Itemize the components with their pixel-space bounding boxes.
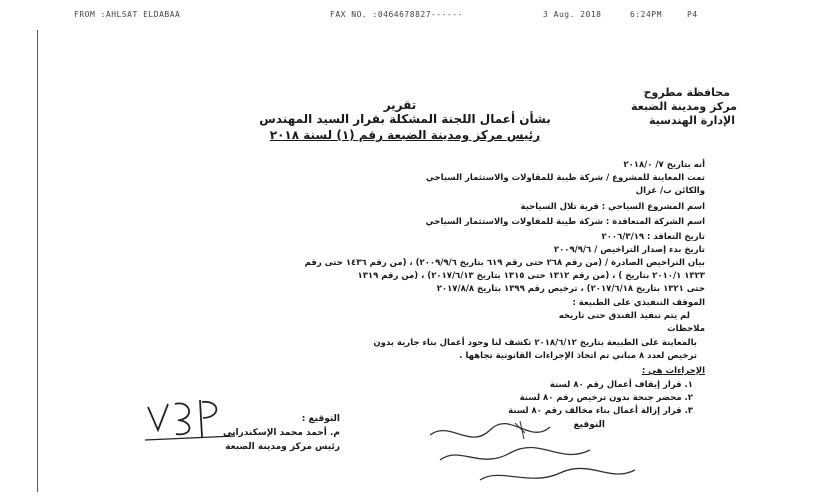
signature-label-left: التوقيع : <box>301 414 340 424</box>
report-title-line2: رئيس مركز ومدينة الضبعة رقم (١) لسنة ٢٠١٨ <box>269 128 541 142</box>
licenses-line-2: ١٣٢٣ ٢٠١٠/١ بتاريخ ) ، (من رقم ١٣١٢ حتى ١٣١٥ بتاريخ ٢٠١٧/٦/١٣) ، (من رقم ١٣١٩ <box>357 271 705 281</box>
org-governorate: محافظة مطروح <box>643 86 730 99</box>
report-heading: تقرير <box>383 98 417 112</box>
actions-title: الإجراءات هي : <box>641 366 705 376</box>
fax-number: FAX NO. :0464678827------ <box>330 10 463 19</box>
note-line-2: ترخيص لعدد ٨ مباني تم اتخاذ الإجراءات القانونية تجاهها . <box>459 351 697 361</box>
org-department: الإدارة الهندسية <box>648 114 735 127</box>
chairman-title: رئيس مركز ومدينة الضبعة <box>225 442 340 452</box>
report-title-line1: بشأن أعمال اللجنة المشكلة بقرار السيد المهندس <box>259 112 551 126</box>
committee-signatures-scribble <box>420 415 650 495</box>
status-item: لم يتم تنفيذ الفندق حتى تاريخه <box>558 311 690 321</box>
action-item-3: ٣. قرار إزالة أعمال بناء مخالف رقم ٨٠ لسنة <box>508 406 693 416</box>
notes-title: ملاحظات <box>667 324 705 334</box>
action-item-1: ١. قرار إيقاف أعمال رقم ٨٠ لسنة <box>549 380 693 390</box>
org-center: مركز ومدينة الضبعة <box>631 100 737 113</box>
status-title: الموقف التنفيذي على الطبيعة : <box>572 298 705 308</box>
fax-date: 3 Aug. 2018 <box>543 10 602 19</box>
date-line: أنه بتاريخ ٧/ ٢٠١٨/٠ <box>623 160 705 170</box>
note-line-1: بالمعاينة على الطبيعة بتاريخ ٢٠١٨/٦/١٢ تكشف لنا وجود أعمال بناء جارية بدون <box>373 338 697 348</box>
location-line: والكائن ب/ غزال <box>635 186 705 196</box>
fax-page: P4 <box>687 10 698 19</box>
contract-date-line: تاريخ التعاقد : ٢٠٠٦/٣/١٩ <box>601 232 705 242</box>
fax-time: 6:24PM <box>630 10 662 19</box>
license-date-line: تاريخ بدء إصدار التراخيص / ٢٠٠٩/٩/٦ <box>553 245 705 255</box>
project-name-line: اسم المشروع السياحي : قرية تلال السياحية <box>520 202 705 212</box>
action-item-2: ٢. محضر جنحة بدون ترخيص رقم ٨٠ لسنة <box>519 393 693 403</box>
company-line: اسم الشركة المتعاقدة : شركة طيبة للمقاولات والاستثمار السياحي <box>425 217 705 227</box>
licenses-line-1: بيان التراخيص الصادرة / (من رقم ٢٦٨ حتى رقم ٦١٩ بتاريخ ٢٠٠٩/٩/٦) ، (من رقم ١٤٣٦ حتى رقم <box>304 258 705 268</box>
licenses-line-3: حتى ١٣٢١ بتاريخ ٢٠١٧/٦/١٨) ، ترخيص رقم ١٣٩٩ بتاريخ ٢٠١٧/٨/٨ <box>436 284 705 294</box>
fax-from: FROM :AHLSAT ELDABAA <box>74 10 181 19</box>
chairman-name: م. أحمد محمد الإسكندراني <box>222 428 340 438</box>
signature-label-right: التوقيع <box>573 420 605 430</box>
fax-header <box>0 10 825 24</box>
inspection-line: تمت المعاينة للمشروع / شركة طيبة للمقاولات والاستثمار السياحي <box>425 173 705 183</box>
